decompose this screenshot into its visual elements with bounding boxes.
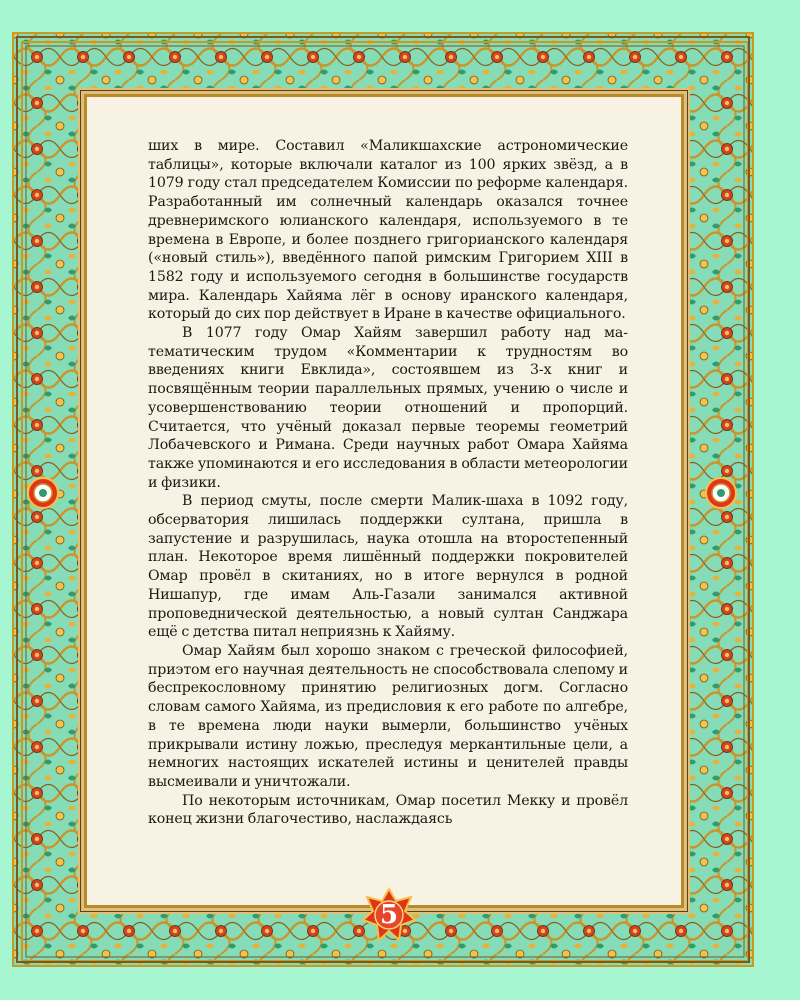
paragraph: ших в мире. Составил «Маликшахские астрономические таблицы», которые включали каталог из 100 ярких звёзд, а в 1079 году стал председателем Комиссии по реформе календаря. Разработанный им солнечный календарь оказался точнее древнеримского юлианского календаря, используемого в те времена в Европе, и более позднего григорианского календаря («новый стиль»), введённого папой римским Григорием XIII в 1582 году и используемого сегодня в большинстве государств мира. Календарь Хайяма лёг в основу иранского календаря, который до сих пор действует в Иране в качестве официального.: [148, 138, 628, 323]
paragraph: Омар Хайям был хорошо знаком с греческой философией, приэтом его научная деятельность не способствовала слепому и беспрекословному принятию религиозных догм. Согласно словам самого Хайяма, из предисловия к его работе по алгебре, в те времена люди науки вымерли, большинство учёных прикрывали истину ложью, преследуя меркантильные цели, а немногих настоящих искателей истины и ценителей правды высмеивали и уничтожали.: [148, 642, 628, 790]
paragraph: По некоторым источникам, Омар посетил Мекку и провёл конец жизни благочестиво, наслаждаясь: [148, 792, 628, 828]
article-text: [148, 137, 628, 829]
floral-medallion-icon: [704, 476, 738, 510]
floral-medallion-icon: [26, 476, 60, 510]
paragraph: В 1077 году Омар Хайям завершил работу над математическим трудом «Комментарии к трудностям во введениях книги Евклида», состоявшем из 3-х книг и посвящённым теории параллельных прямых, учению о числе и усовершенствованию теории отношений и пропорций. Считается, что учёный доказал первые теоремы геометрий Лобачевского и Римана. Среди научных работ Омара Хайяма также упоминаются и его исследования в области метеорологии и физики.: [148, 325, 628, 491]
page-number: 5: [379, 900, 399, 930]
paragraph: В период смуты, после смерти Малик-шаха в 1092 году, обсерватория лишилась поддержки султана, пришла в запустение и разрушилась, наука отошла на второстепенный план. Некоторое время лишённый поддержки покровителей Омар провёл в скитаниях, но в итоге вернулся в родной Нишапур, где имам Аль-Газали занимался активной проповеднической деятельностью, а новый султан Санджара ещё с детства питал неприязнь к Хайяму.: [148, 493, 628, 641]
